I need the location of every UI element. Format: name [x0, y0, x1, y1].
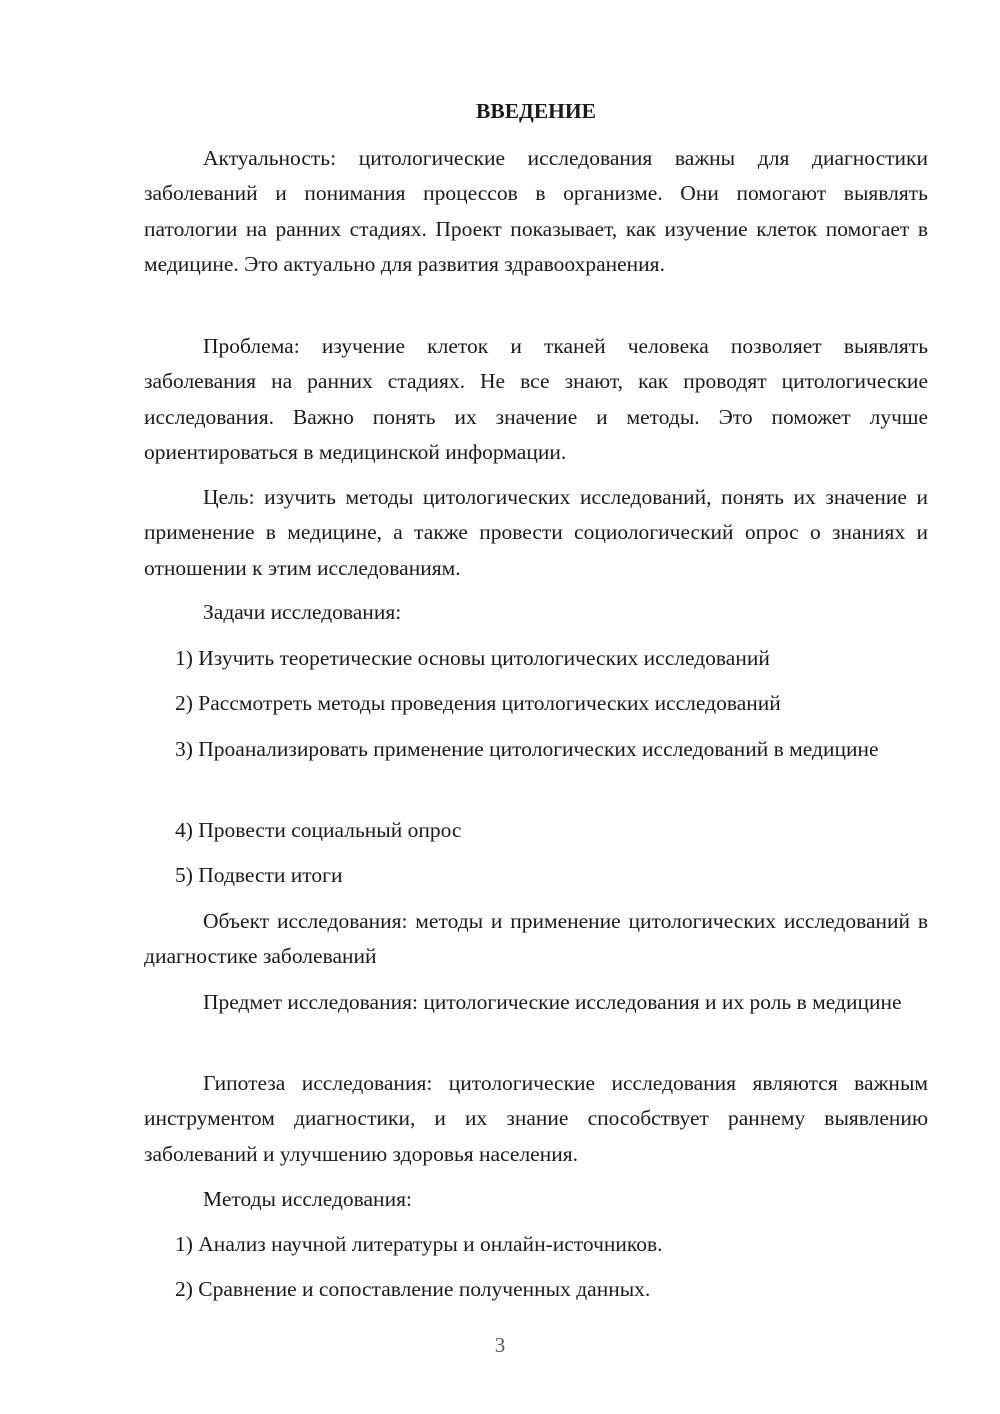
- subject-paragraph: Предмет исследования: цитологические исследования и их роль в медицине: [203, 990, 902, 1014]
- page-number: 3: [494, 1333, 506, 1357]
- method-item-2: 2) Сравнение и сопоставление полученных данных.: [175, 1277, 651, 1301]
- relevance-paragraph: Актуальность: цитологические исследования важны для диагностики заболеваний и понимания процессов в организме. Они помогают выявлять патологии на ранних стадиях. Проект показывает, как изучение клеток помогает в медицине. Это актуально для развития здравоохранения.: [144, 146, 928, 277]
- task-item-2: 2) Рассмотреть методы проведения цитологических исследований: [175, 691, 781, 715]
- tasks-heading: Задачи исследования:: [203, 600, 402, 624]
- problem-paragraph: Проблема: изучение клеток и тканей человека позволяет выявлять заболевания на ранних стадиях. Не все знают, как проводят цитологические исследования. Важно понять их значение и методы. Это поможет лучше ориентироваться в медицинской информации.: [144, 334, 928, 465]
- task-item-4: 4) Провести социальный опрос: [175, 818, 462, 842]
- goal-paragraph: Цель: изучить методы цитологических исследований, понять их значение и применение в медицине, а также провести социологический опрос о знаниях и отношении к этим исследованиям.: [144, 485, 928, 580]
- task-item-3: 3) Проанализировать применение цитологических исследований в медицине: [175, 737, 879, 761]
- methods-heading: Методы исследования:: [203, 1187, 412, 1211]
- page-title: ВВЕДЕНИЕ: [476, 99, 596, 123]
- method-item-1: 1) Анализ научной литературы и онлайн-источников.: [175, 1232, 663, 1256]
- task-item-1: 1) Изучить теоретические основы цитологических исследований: [175, 646, 770, 670]
- object-paragraph: Объект исследования: методы и применение цитологических исследований в диагностике заболеваний: [144, 909, 928, 969]
- task-item-5: 5) Подвести итоги: [175, 863, 343, 887]
- hypothesis-paragraph: Гипотеза исследования: цитологические исследования являются важным инструментом диагностики, и их знание способствует раннему выявлению заболеваний и улучшению здоровья населения.: [144, 1071, 928, 1166]
